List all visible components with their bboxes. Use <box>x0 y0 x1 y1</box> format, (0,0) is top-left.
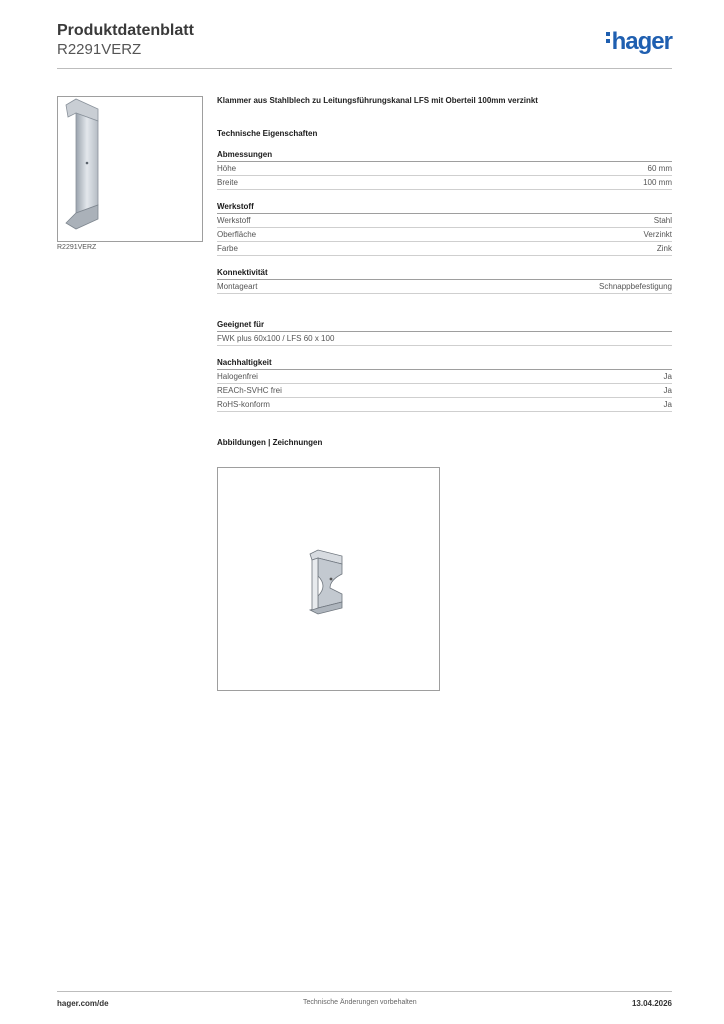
spec-row <box>217 242 672 256</box>
spec-row <box>217 162 672 176</box>
page-header <box>57 20 672 69</box>
group-nachhaltigkeit <box>217 358 672 412</box>
spec-value: 60 mm <box>647 164 672 173</box>
spec-value: Verzinkt <box>643 230 672 239</box>
spec-value: Ja <box>663 386 672 395</box>
spec-label: Farbe <box>217 244 238 253</box>
spec-value: Zink <box>656 244 672 253</box>
spec-label: Breite <box>217 178 238 187</box>
spec-label: Werkstoff <box>217 216 251 225</box>
spec-value: Ja <box>663 372 672 381</box>
spec-row <box>217 176 672 190</box>
group-werkstoff <box>217 202 672 256</box>
spec-value: Stahl <box>653 216 672 225</box>
spec-label: Oberfläche <box>217 230 257 239</box>
bracket-drawing-icon <box>218 468 439 690</box>
logo-text: hager <box>611 28 672 55</box>
section-title: Technische Eigenschaften <box>217 129 318 138</box>
product-description: Klammer aus Stahlblech zu Leitungsführungskanal LFS mit Oberteil 100mm verzinkt <box>217 96 538 105</box>
logo-dots-icon <box>606 32 610 46</box>
spec-value: Ja <box>663 400 672 409</box>
spec-label: RoHS-konform <box>217 400 270 409</box>
spec-row <box>217 332 672 346</box>
group-abmessungen <box>217 150 672 190</box>
spec-row <box>217 398 672 412</box>
spec-value: 100 mm <box>643 178 672 187</box>
spec-value: Schnappbefestigung <box>599 282 672 291</box>
spec-row <box>217 280 672 294</box>
page-footer <box>57 991 672 1012</box>
legal-notice: Technische Änderungen vorbehalten <box>303 999 417 1006</box>
image-caption: R2291VERZ <box>57 244 97 251</box>
spec-label: Halogenfrei <box>217 372 258 381</box>
group-geeignet-fuer <box>217 320 672 346</box>
product-reference: R2291VERZ <box>57 41 142 58</box>
drawing-box <box>217 467 440 691</box>
spec-label: Höhe <box>217 164 237 173</box>
bracket-photo-icon <box>58 97 202 241</box>
hager-logo[interactable] <box>606 28 672 56</box>
spec-label: FWK plus 60x100 / LFS 60 x 100 <box>217 334 335 343</box>
spec-row <box>217 384 672 398</box>
group-title: Nachhaltigkeit <box>217 358 672 370</box>
website-link[interactable]: hager.com/de <box>57 999 109 1008</box>
spec-row <box>217 370 672 384</box>
product-image <box>57 96 203 242</box>
spec-row <box>217 228 672 242</box>
figures-title: Abbildungen | Zeichnungen <box>217 438 323 447</box>
specifications <box>217 92 672 449</box>
document-date: 13.04.2026 <box>631 999 672 1008</box>
spec-label: Montageart <box>217 282 258 291</box>
group-title: Konnektivität <box>217 268 672 280</box>
group-title: Werkstoff <box>217 202 672 214</box>
spec-label: REACh-SVHC frei <box>217 386 282 395</box>
group-title: Geeignet für <box>217 320 672 332</box>
document-title: Produktdatenblatt <box>57 22 194 39</box>
spec-row <box>217 214 672 228</box>
group-konnektivitaet <box>217 268 672 294</box>
group-title: Abmessungen <box>217 150 672 162</box>
